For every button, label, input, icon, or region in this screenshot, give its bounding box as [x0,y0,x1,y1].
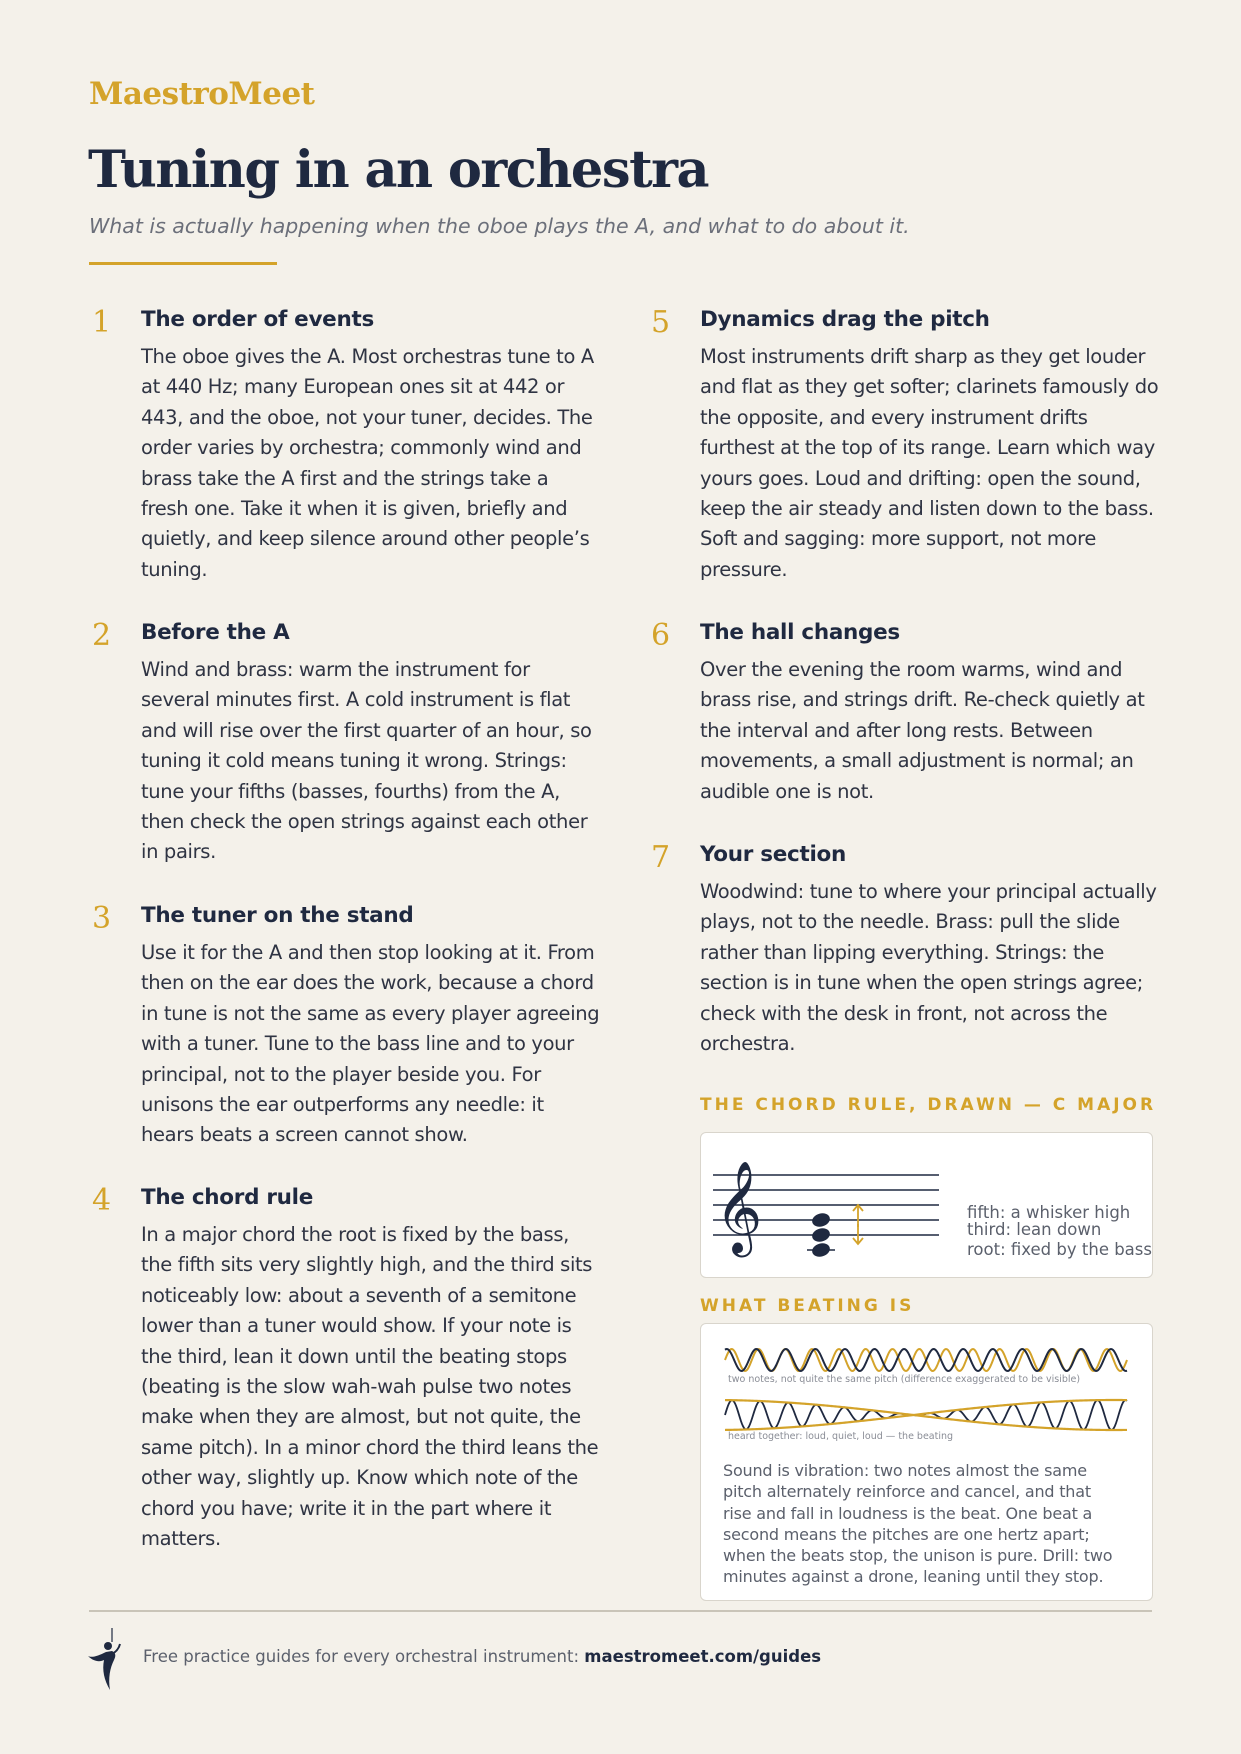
arrow-down-icon [853,1224,863,1244]
section-dynamics [651,305,1160,585]
note-root [811,1241,832,1258]
footer-caption: Free practice guides for every orchestral instrument: [143,1647,580,1666]
beat-explanation: Sound is vibration: two notes almost the same pitch alternately reinforce and cancel, and that rise and fall in loudness is the beat. One beat a second means the pitches are one hertz apart; when the beats stop, the unison is pure. Drill: two minutes against a drone, leaning until they stop. [723,1461,1113,1587]
footer-text [143,1647,821,1666]
combined-wave [725,1400,1127,1430]
page-subtitle: What is actually happening when the oboe plays the A, and what to do about it. [89,214,910,238]
envelope-bottom [725,1415,1127,1430]
footer-link[interactable]: maestromeet.com/guides [584,1647,822,1666]
title-underline [89,262,277,265]
section-body: Wind and brass: warm the instrument for several minutes first. A cold instrument is flat and will rise over the first quarter of an hour, so tuning it cold means tuning it wrong. Strings: tune your fifths (basses, fourths) from the A, then check the open strings against each other in pairs. [141,658,592,864]
note-third [811,1226,832,1243]
section-order-of-events [92,305,601,585]
beating-diagram-panel [700,1323,1153,1601]
wave-two [725,1349,1127,1371]
section-before-the-a [92,618,601,868]
brand-logo-text: MaestroMeet [89,76,315,112]
section-hall-changes [651,618,1160,807]
section-number: 4 [92,1183,112,1218]
root-label: root: fixed by the bass [967,1240,1152,1259]
section-heading: Dynamics drag the pitch [700,307,990,332]
section-body: Most instruments drift sharp as they get louder and flat as they get softer; clarinets famously do the opposite, and every instrument drifts furthest at the top of its range. Learn which way yours goes. Loud and drifting: open the sound, keep the air steady and listen down to the bass. Soft and sagging: more support, not more pressure. [700,345,1159,581]
note-fifth [811,1211,832,1228]
section-heading: The order of events [141,307,374,332]
section-heading: The tuner on the stand [141,903,414,928]
third-label: third: lean down [967,1220,1102,1239]
section-heading: Your section [700,842,847,867]
section-number: 7 [651,840,671,875]
footer-divider [89,1610,1152,1612]
page-title: Tuning in an orchestra [88,140,709,200]
section-body: Use it for the A and then stop looking at it. From then on the ear does the work, because a chord in tune is not the same as every player agreeing with a tuner. Tune to the bass line and to your principal, not to the player beside you. For unisons the ear outperforms any needle: it hears beats a screen cannot show. [141,941,600,1147]
beat-panel-label: WHAT BEATING IS [700,1296,915,1316]
fifth-label: fifth: a whisker high [967,1203,1131,1222]
section-body: Over the evening the room warms, wind and brass rise, and strings drift. Re-check quietly at the interval and after long rests. Between movements, a small adjustment is normal; an audible one is not. [700,658,1145,803]
section-number: 1 [92,305,112,340]
section-number: 6 [651,618,671,653]
section-heading: The hall changes [700,620,900,645]
staff-drawing [701,1133,941,1277]
section-body: The oboe gives the A. Most orchestras tune to A at 440 Hz; many European ones sit at 442 or 443, and the oboe, not your tuner, decides. The order varies by orchestra; commonly wind and brass take the A first and the strings take a fresh one. Take it when it is given, briefly and quietly, and keep silence around other people’s tuning. [141,345,594,581]
conductor-logo-icon [86,1626,122,1692]
section-body: Woodwind: tune to where your principal actually plays, not to the needle. Brass: pull the slide rather than lipping everything. Strings: the section is in tune when the open strings agree; check with the desk in front, not across the orchestra. [700,880,1157,1056]
section-body: In a major chord the root is fixed by the bass, the fifth sits very slightly high, and the third sits noticeably low: about a seventh of a semitone lower than a tuner would show. If your note is the third, lean it down until the beating stops (beating is the slow wah-wah pulse two notes make when they are almost, but not quite, the same pitch). In a minor chord the third leans the other way, slightly up. Know which note of the chord you have; write it in the part where it matters. [141,1223,599,1551]
section-your-section [651,840,1160,1059]
chord-panel-label: THE CHORD RULE, DRAWN — C MAJOR [700,1095,1157,1115]
chord-diagram-panel [700,1132,1153,1278]
section-number: 2 [92,618,112,653]
wave-caption-top: two notes, not quite the same pitch (difference exaggerated to be visible) [728,1374,1081,1385]
section-heading: Before the A [141,620,290,645]
treble-clef-icon: 𝄞 [715,1160,763,1253]
arrow-up-icon [853,1205,863,1227]
section-tuner-on-stand [92,901,601,1151]
section-chord-rule [92,1183,601,1554]
wave-caption-bottom: heard together: loud, quiet, loud — the beating [728,1431,954,1442]
section-number: 3 [92,901,112,936]
section-heading: The chord rule [141,1185,313,1210]
section-number: 5 [651,305,671,340]
